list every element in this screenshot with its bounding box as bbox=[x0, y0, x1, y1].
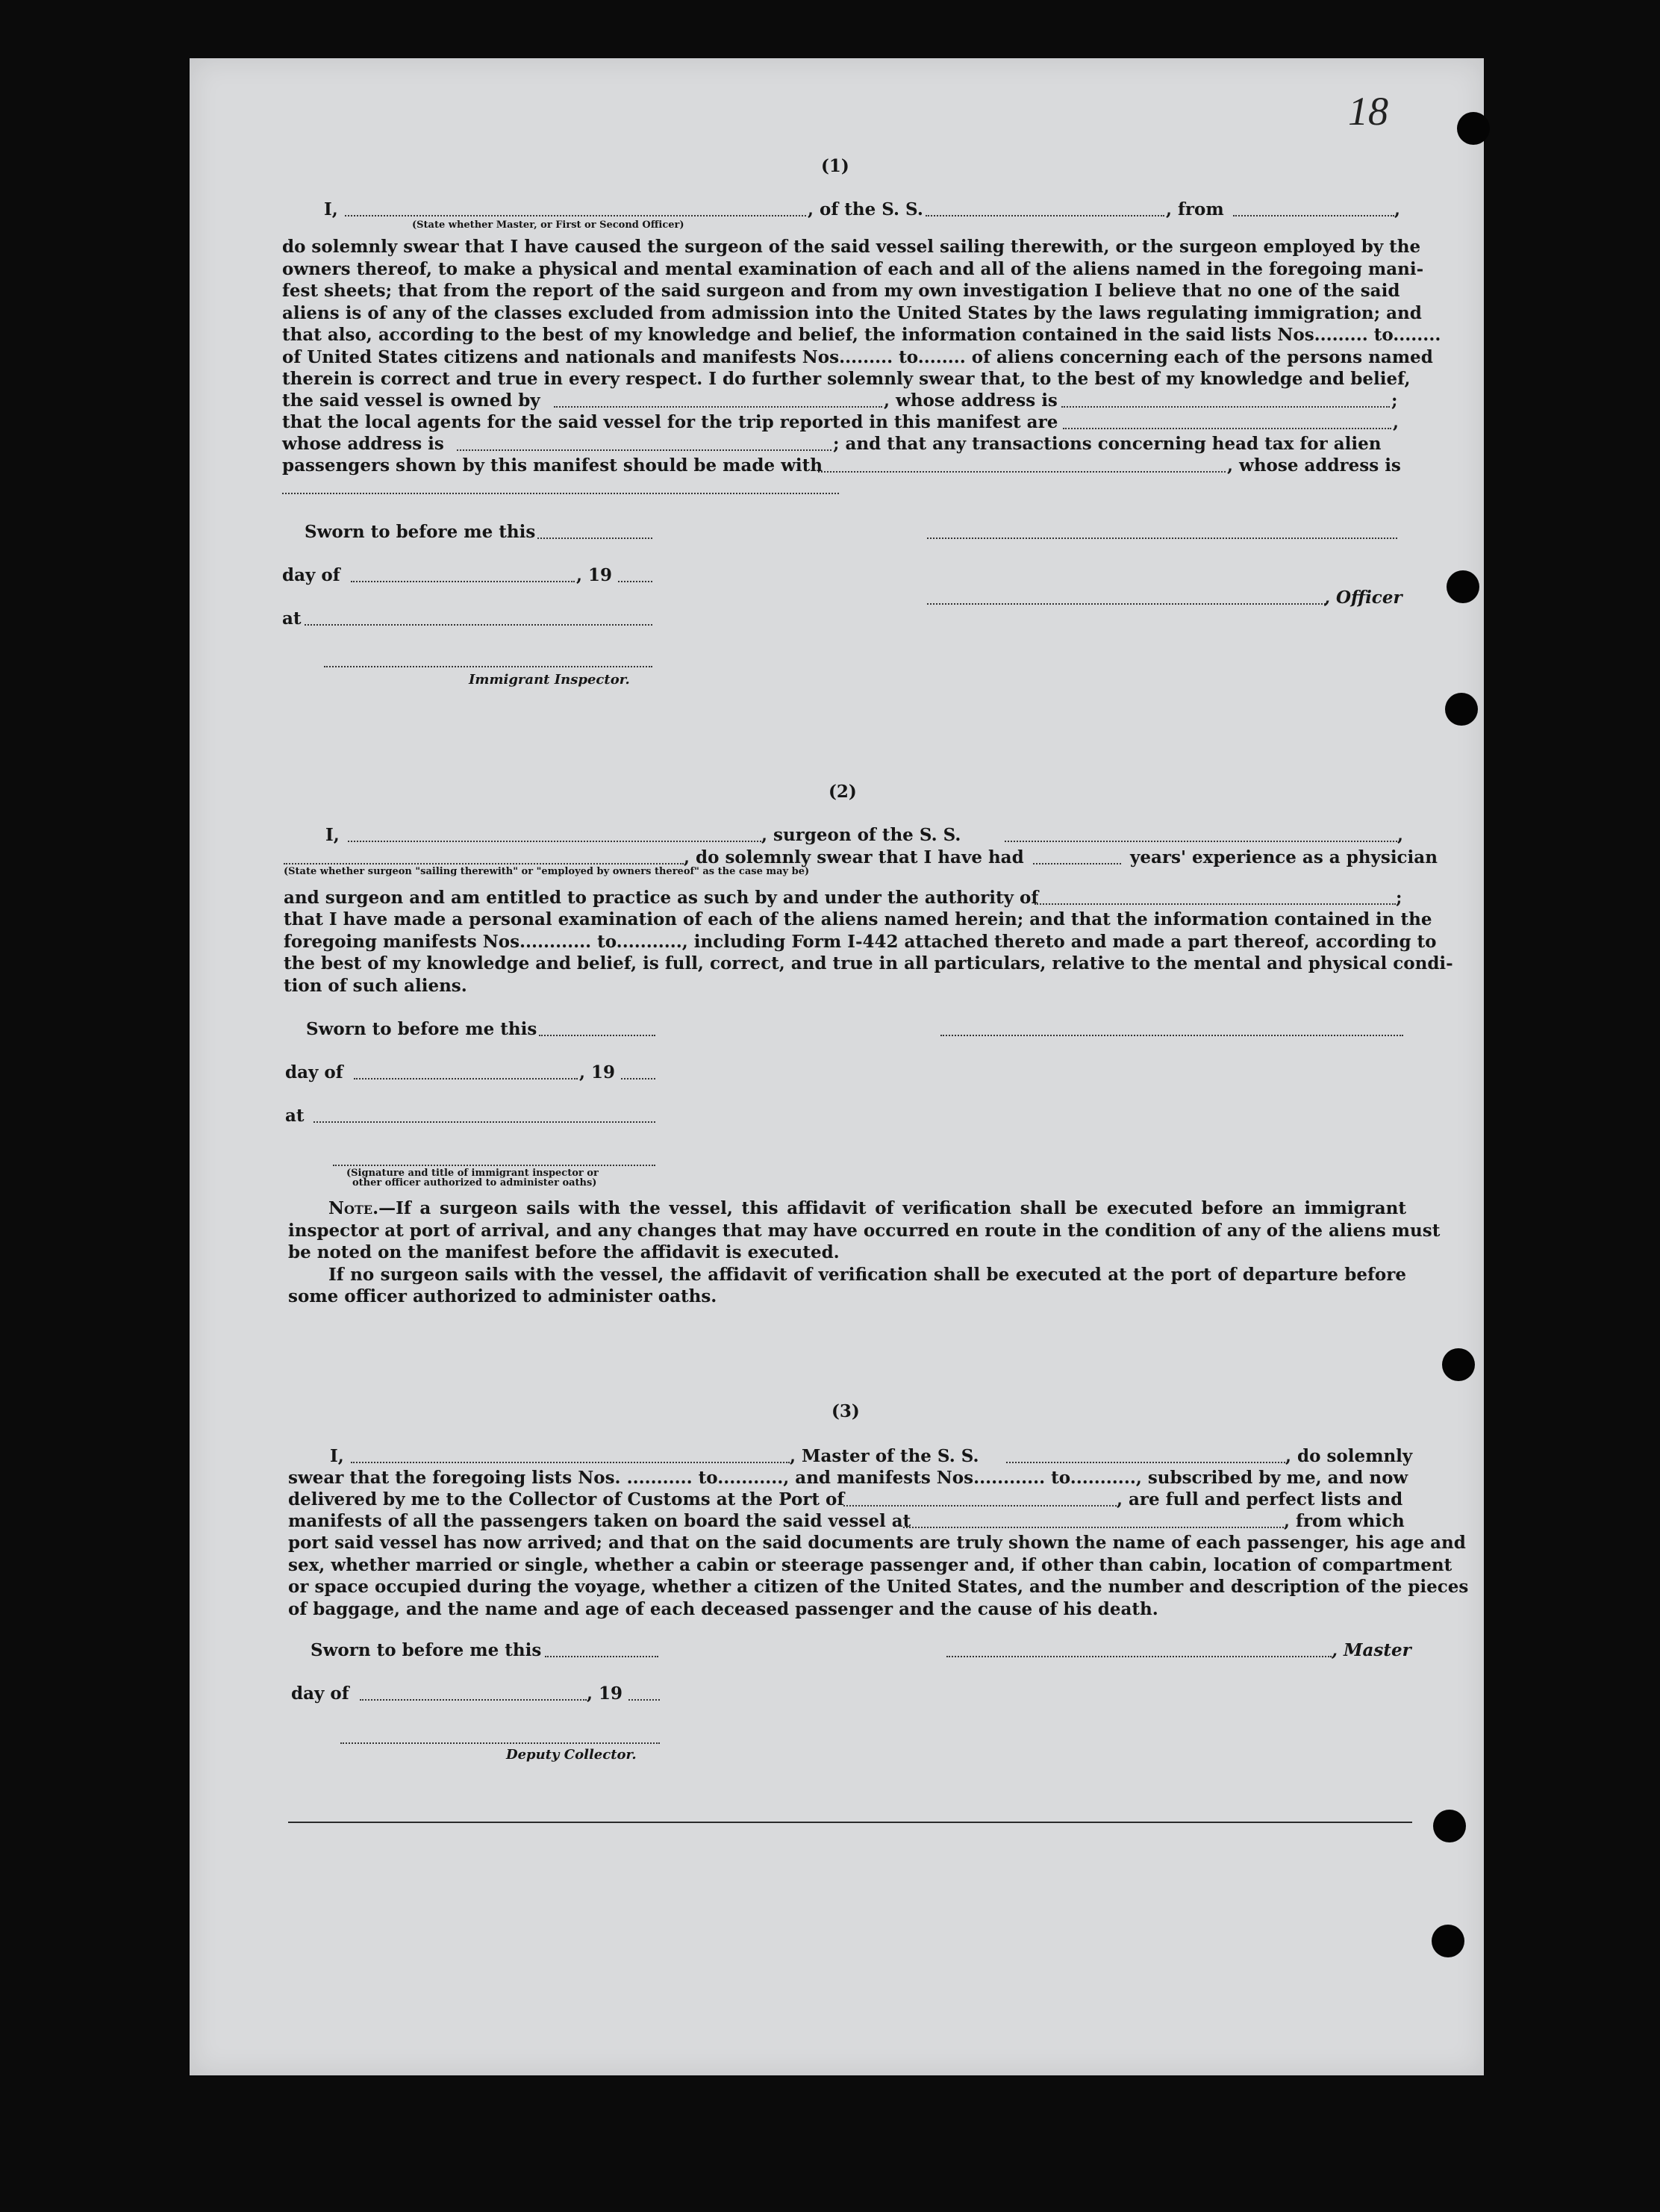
s2-sig-note-2: other officer authorized to administer oaths) bbox=[352, 1177, 597, 1188]
s1-day-field[interactable] bbox=[351, 581, 575, 582]
s1-inspector-sig-field[interactable] bbox=[324, 666, 652, 667]
s1-whose-address-label: , whose address is bbox=[1227, 455, 1401, 476]
s3-year-field[interactable] bbox=[628, 1699, 660, 1701]
s1-head-tax-text: ; and that any transactions concerning head tax for alien bbox=[833, 434, 1382, 454]
binder-hole bbox=[1442, 1348, 1475, 1381]
s3-master-label: , Master of the S. S. bbox=[790, 1446, 979, 1466]
bottom-rule bbox=[288, 1822, 1412, 1823]
s3-deputy-label: Deputy Collector. bbox=[506, 1747, 637, 1763]
s2-signature-field[interactable] bbox=[940, 1035, 1403, 1036]
s3-sworn-label: Sworn to before me this bbox=[311, 1640, 542, 1660]
s1-sworn-field[interactable] bbox=[537, 538, 652, 539]
s1-owner-address-label: , whose address is bbox=[884, 390, 1058, 411]
s1-agents-label: that the local agents for the said vessel for the trip reported in this manifest are bbox=[282, 412, 1058, 432]
s2-years-field[interactable] bbox=[1033, 863, 1121, 864]
s3-port-label: delivered by me to the Collector of Customs at the Port of bbox=[288, 1489, 845, 1510]
s2-authority-field[interactable] bbox=[1035, 903, 1396, 905]
s1-sworn-label: Sworn to before me this bbox=[305, 522, 536, 542]
binder-hole bbox=[1445, 693, 1478, 726]
s1-at-field[interactable] bbox=[305, 624, 652, 626]
s2-at-field[interactable] bbox=[313, 1121, 655, 1123]
s3-from-which: , from which bbox=[1284, 1511, 1405, 1531]
s2-sworn-field[interactable] bbox=[539, 1035, 655, 1036]
binder-hole bbox=[1433, 1810, 1466, 1842]
s1-inspector-label: Immigrant Inspector. bbox=[469, 672, 630, 688]
s1-agents-field[interactable] bbox=[1063, 428, 1391, 429]
s1-officer-note: (State whether Master, or First or Second Officer) bbox=[412, 219, 684, 231]
s1-owned-label: the said vessel is owned by bbox=[282, 390, 540, 411]
s1-at-label: at bbox=[282, 608, 302, 629]
s2-swear-label: , do solemnly swear that I have had bbox=[684, 847, 1024, 867]
s1-owner-address-field[interactable] bbox=[1061, 406, 1390, 408]
s2-sworn-label: Sworn to before me this bbox=[306, 1019, 537, 1039]
s3-body: port said vessel has now arrived; and that on the said documents are truly shown the name of each passenger, his age and sex, whether married or single, whether a cabin or steerage passenger and, if other than cabin, location of compartment or space occupied during the voyage, whether a citizen of the United States, and the number and description of the pieces of baggage, and the name and age of each deceased passenger and the cause of his death. bbox=[288, 1533, 1469, 1619]
s1-officer-label: , Officer bbox=[1324, 588, 1402, 608]
s1-vessel-field[interactable] bbox=[926, 215, 1164, 216]
s2-body: that I have made a personal examination of each of the aliens named herein; and that the information contained in the foregoing manifests Nos............ to..........., including Form I-442 attached thereto and made a part thereof, according to the best of my knowledge and belief, is full, correct, and true in all particulars, relative to the mental and physical condi- tion of such aliens. bbox=[284, 909, 1453, 996]
s3-do-solemnly: , do solemnly bbox=[1285, 1446, 1413, 1466]
s2-status-note: (State whether surgeon "sailing therewith" or "employed by owners thereof" as the case may be) bbox=[284, 866, 810, 877]
s1-day-label: day of bbox=[282, 565, 340, 585]
s3-port-field[interactable] bbox=[843, 1505, 1117, 1507]
s2-at-label: at bbox=[285, 1106, 305, 1126]
s3-i-label: I, bbox=[330, 1446, 344, 1466]
s2-years-label: years' experience as a physician bbox=[1130, 847, 1438, 867]
s2-vessel-field[interactable] bbox=[1005, 841, 1397, 842]
s1-of-ss-label: , of the S. S. bbox=[808, 199, 923, 219]
binder-hole bbox=[1447, 570, 1479, 603]
s1-i-label: I, bbox=[324, 199, 338, 219]
s2-inspector-sig-field[interactable] bbox=[333, 1165, 655, 1166]
s1-head-tax-field[interactable] bbox=[818, 471, 1226, 473]
s2-surgeon-label: , surgeon of the S. S. bbox=[761, 825, 961, 845]
s1-signature-field[interactable] bbox=[927, 538, 1397, 539]
s3-taken-at-field[interactable] bbox=[903, 1527, 1284, 1528]
s3-master-sig-field[interactable] bbox=[946, 1656, 1332, 1657]
s1-officer-field[interactable] bbox=[345, 215, 806, 216]
s1-year-label: , 19 bbox=[576, 565, 613, 585]
s1-body: do solemnly swear that I have caused the surgeon of the said vessel sailing therewith, or the surgeon employed by the owners thereof, to make a physical and mental examination of each and all of the aliens named in the foregoing mani- fest sheets; that from the report of the said surgeon and from my own investigation I believe that no one of the said aliens is of any of the classes excluded from admission into the United States by the laws regulating immigration; and that also, according to the best of my knowledge and belief, the information contained in the said lists Nos......... to........ of United States citizens and nationals and manifests Nos......... to........ of aliens concerning each of the persons named therein is correct and true in every respect. I do further solemnly swear that, to the best of my knowledge and belief, bbox=[282, 237, 1441, 389]
s1-owner-field[interactable] bbox=[554, 406, 882, 408]
s2-status-field[interactable] bbox=[284, 863, 684, 864]
s2-note: Note.—If a surgeon sails with the vessel, this affidavit of verification shall be executed before an immigrant inspector at port of arrival, and any changes that may have occurred en route in the condition of any of the aliens must be noted on the manifest before the affidavit is executed. If no surgeon sails with the vessel, the affidavit of verification shall be executed at the port of departure before some officer authorized to administer oaths. bbox=[288, 1198, 1441, 1306]
section-1-number: (1) bbox=[821, 156, 849, 176]
section-2-number: (2) bbox=[829, 782, 857, 802]
s3-master-sig-label: , Master bbox=[1332, 1640, 1411, 1660]
s2-day-label: day of bbox=[285, 1062, 343, 1082]
s1-final-address-field[interactable] bbox=[282, 493, 839, 494]
s3-vessel-field[interactable] bbox=[1006, 1462, 1285, 1463]
s1-officer-sig-field[interactable] bbox=[927, 603, 1326, 605]
s2-sig-note-1: (Signature and title of immigrant inspector or bbox=[346, 1168, 599, 1179]
s3-sworn-field[interactable] bbox=[545, 1656, 658, 1657]
s3-master-name-field[interactable] bbox=[351, 1462, 790, 1463]
s3-day-field[interactable] bbox=[360, 1699, 587, 1701]
s1-passengers-label: passengers shown by this manifest should be made with bbox=[282, 455, 823, 476]
s1-agent-address-label: whose address is bbox=[282, 434, 444, 454]
s2-i-label: I, bbox=[325, 825, 340, 845]
s2-surgeon-name-field[interactable] bbox=[348, 841, 761, 842]
s1-agent-address-field[interactable] bbox=[457, 449, 831, 451]
binder-hole bbox=[1432, 1925, 1464, 1957]
binder-hole bbox=[1457, 112, 1490, 145]
s3-day-label: day of bbox=[291, 1683, 349, 1704]
s1-from-label: , from bbox=[1166, 199, 1224, 219]
s2-year-field[interactable] bbox=[621, 1078, 655, 1079]
s3-full-perfect: , are full and perfect lists and bbox=[1117, 1489, 1403, 1510]
s2-day-field[interactable] bbox=[354, 1078, 578, 1079]
s1-year-field[interactable] bbox=[618, 581, 652, 582]
page-number-mark: 18 bbox=[1348, 89, 1388, 134]
s3-taken-label: manifests of all the passengers taken on board the said vessel at bbox=[288, 1511, 911, 1531]
s3-line-1: swear that the foregoing lists Nos. ........... to..........., and manifests Nos............ to..........., subscribed by me, and now bbox=[288, 1468, 1408, 1488]
s2-authority-label: and surgeon and am entitled to practice as such by and under the authority of bbox=[284, 888, 1039, 908]
s3-year-label: , 19 bbox=[587, 1683, 623, 1704]
s1-from-field[interactable] bbox=[1233, 215, 1394, 216]
section-3-number: (3) bbox=[831, 1401, 860, 1421]
s2-year-label: , 19 bbox=[579, 1062, 616, 1082]
